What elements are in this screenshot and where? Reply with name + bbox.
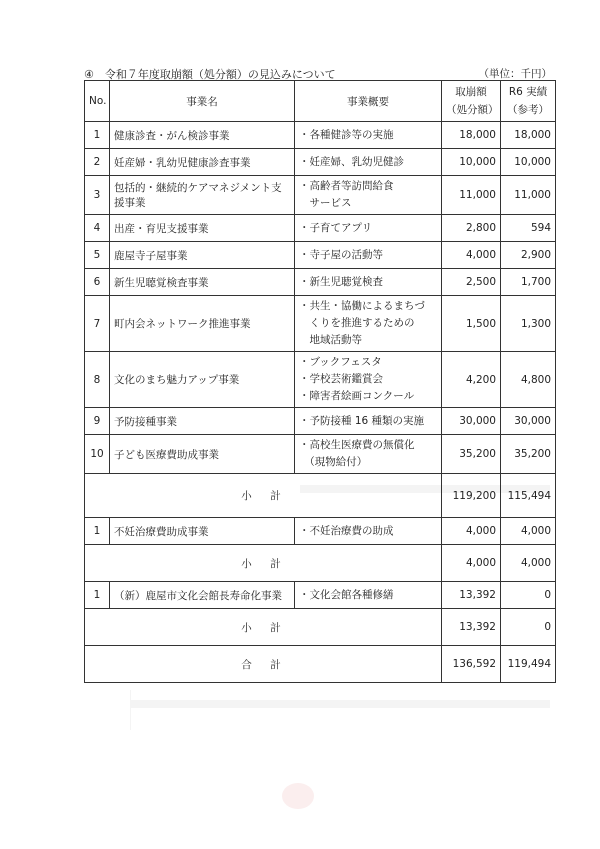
row-description-line: ・新生児聴覚検査	[299, 275, 383, 288]
table-header-row	[85, 81, 556, 122]
subtotal-prev-actual: 115,494	[501, 474, 556, 518]
row-description	[295, 122, 442, 149]
row-prev-actual: 4,800	[501, 352, 556, 408]
row-no: 6	[85, 269, 110, 296]
row-amount: 2,800	[442, 215, 501, 242]
row-description	[295, 352, 442, 408]
table-row	[85, 242, 556, 269]
row-no: 1	[85, 122, 110, 149]
row-prev-actual: 10,000	[501, 149, 556, 176]
row-project-name: 文化のまち魅力アップ事業	[110, 352, 295, 408]
row-description-line: ・不妊治療費の助成	[299, 524, 394, 537]
row-prev-actual: 35,200	[501, 435, 556, 474]
row-description-line: ・高校生医療費の無償化	[299, 439, 415, 451]
total-row	[85, 646, 556, 683]
row-description	[295, 215, 442, 242]
row-description-line: ・妊産婦、乳幼児健診	[299, 155, 404, 168]
row-description-line: ・寺子屋の活動等	[299, 248, 383, 261]
col-header-prev	[501, 81, 556, 122]
row-prev-actual: 4,000	[501, 518, 556, 545]
row-prev-actual: 0	[501, 582, 556, 609]
col-header-amount	[442, 81, 501, 122]
row-no: 1	[85, 518, 110, 545]
unit-note: （単位：千円）	[478, 68, 552, 80]
row-description-line: 地域活動等	[299, 334, 362, 346]
row-prev-actual: 30,000	[501, 408, 556, 435]
row-project-name: 出産・育児支援事業	[110, 215, 295, 242]
row-description-line: くりを推進するための	[299, 317, 415, 329]
row-amount: 11,000	[442, 176, 501, 215]
row-project-name: 予防接種事業	[110, 408, 295, 435]
row-description	[295, 269, 442, 296]
row-description-line: ・高齢者等訪問給食	[299, 180, 394, 192]
table-row	[85, 518, 556, 545]
total-label: 合 計	[85, 646, 442, 683]
col-header-amount-line2: （処分額）	[446, 104, 499, 116]
row-amount: 30,000	[442, 408, 501, 435]
subtotal-amount: 13,392	[442, 609, 501, 646]
col-header-name: 事業名	[110, 81, 295, 122]
row-description	[295, 408, 442, 435]
table-row	[85, 176, 556, 215]
subtotal-label: 小 計	[85, 609, 442, 646]
row-description-line: ・各種健診等の実施	[299, 128, 394, 141]
row-no: 4	[85, 215, 110, 242]
subtotal-amount: 4,000	[442, 545, 501, 582]
row-no: 8	[85, 352, 110, 408]
row-amount: 1,500	[442, 296, 501, 352]
row-description-line: ・障害者絵画コンクール	[299, 390, 415, 402]
row-description-line: ・学校芸術鑑賞会	[299, 373, 383, 385]
row-no: 10	[85, 435, 110, 474]
table-row	[85, 582, 556, 609]
row-project-name: （新）鹿屋市文化会館長寿命化事業	[110, 582, 295, 609]
row-amount: 4,200	[442, 352, 501, 408]
row-description-line: ・文化会館各種修繕	[299, 588, 394, 601]
withdrawal-table	[84, 80, 556, 683]
row-prev-actual: 1,700	[501, 269, 556, 296]
row-description-line: （現物給付）	[299, 456, 368, 468]
row-project-name: 新生児聴覚検査事業	[110, 269, 295, 296]
table-row	[85, 149, 556, 176]
subtotal-prev-actual: 4,000	[501, 545, 556, 582]
faint-stamp-mark	[282, 783, 314, 809]
row-no: 7	[85, 296, 110, 352]
row-prev-actual: 2,900	[501, 242, 556, 269]
row-description-line: サービス	[299, 197, 352, 209]
row-description	[295, 149, 442, 176]
row-no: 5	[85, 242, 110, 269]
row-prev-actual: 11,000	[501, 176, 556, 215]
subtotal-row	[85, 474, 556, 518]
row-prev-actual: 18,000	[501, 122, 556, 149]
table-row	[85, 435, 556, 474]
row-project-name: 包括的・継続的ケアマネジメント支援事業	[110, 176, 295, 215]
total-amount: 136,592	[442, 646, 501, 683]
table-row	[85, 408, 556, 435]
row-project-name: 町内会ネットワーク推進事業	[110, 296, 295, 352]
row-no: 1	[85, 582, 110, 609]
row-amount: 4,000	[442, 518, 501, 545]
row-project-name: 子ども医療費助成事業	[110, 435, 295, 474]
total-prev-actual: 119,494	[501, 646, 556, 683]
row-no: 9	[85, 408, 110, 435]
row-description	[295, 296, 442, 352]
col-header-prev-line1: R6 実績	[508, 86, 548, 98]
table-row	[85, 122, 556, 149]
subtotal-prev-actual: 0	[501, 609, 556, 646]
row-no: 2	[85, 149, 110, 176]
subtotal-label: 小 計	[85, 545, 442, 582]
table-row	[85, 215, 556, 242]
row-amount: 35,200	[442, 435, 501, 474]
row-project-name: 不妊治療費助成事業	[110, 518, 295, 545]
col-header-no: No.	[85, 81, 110, 122]
row-project-name: 鹿屋寺子屋事業	[110, 242, 295, 269]
subtotal-row	[85, 609, 556, 646]
row-prev-actual: 594	[501, 215, 556, 242]
row-no: 3	[85, 176, 110, 215]
subtotal-amount: 119,200	[442, 474, 501, 518]
row-amount: 2,500	[442, 269, 501, 296]
row-project-name: 妊産婦・乳幼児健康診査事業	[110, 149, 295, 176]
table-row	[85, 352, 556, 408]
row-amount: 4,000	[442, 242, 501, 269]
row-description-line: ・ブックフェスタ	[299, 356, 382, 368]
row-description-line: ・予防接種 16 種類の実施	[299, 414, 425, 427]
row-description	[295, 176, 442, 215]
row-description	[295, 518, 442, 545]
table-row	[85, 269, 556, 296]
row-amount: 10,000	[442, 149, 501, 176]
row-amount: 13,392	[442, 582, 501, 609]
row-description	[295, 582, 442, 609]
col-header-desc: 事業概要	[295, 81, 442, 122]
row-amount: 18,000	[442, 122, 501, 149]
table-row	[85, 296, 556, 352]
row-description-line: ・共生・協働によるまちづ	[299, 300, 425, 312]
subtotal-row	[85, 545, 556, 582]
subtotal-label: 小 計	[85, 474, 442, 518]
col-header-amount-line1: 取崩額	[455, 86, 487, 98]
row-project-name: 健康診査・がん検診事業	[110, 122, 295, 149]
row-description-line: ・子育てアプリ	[299, 221, 373, 234]
row-description	[295, 435, 442, 474]
row-prev-actual: 1,300	[501, 296, 556, 352]
section-title: ④ 令和７年度取崩額（処分額）の見込みについて	[84, 68, 336, 81]
bleed-through-mark	[130, 690, 131, 730]
row-description	[295, 242, 442, 269]
bleed-through-mark	[130, 700, 550, 708]
col-header-prev-line2: （参考）	[507, 104, 549, 116]
